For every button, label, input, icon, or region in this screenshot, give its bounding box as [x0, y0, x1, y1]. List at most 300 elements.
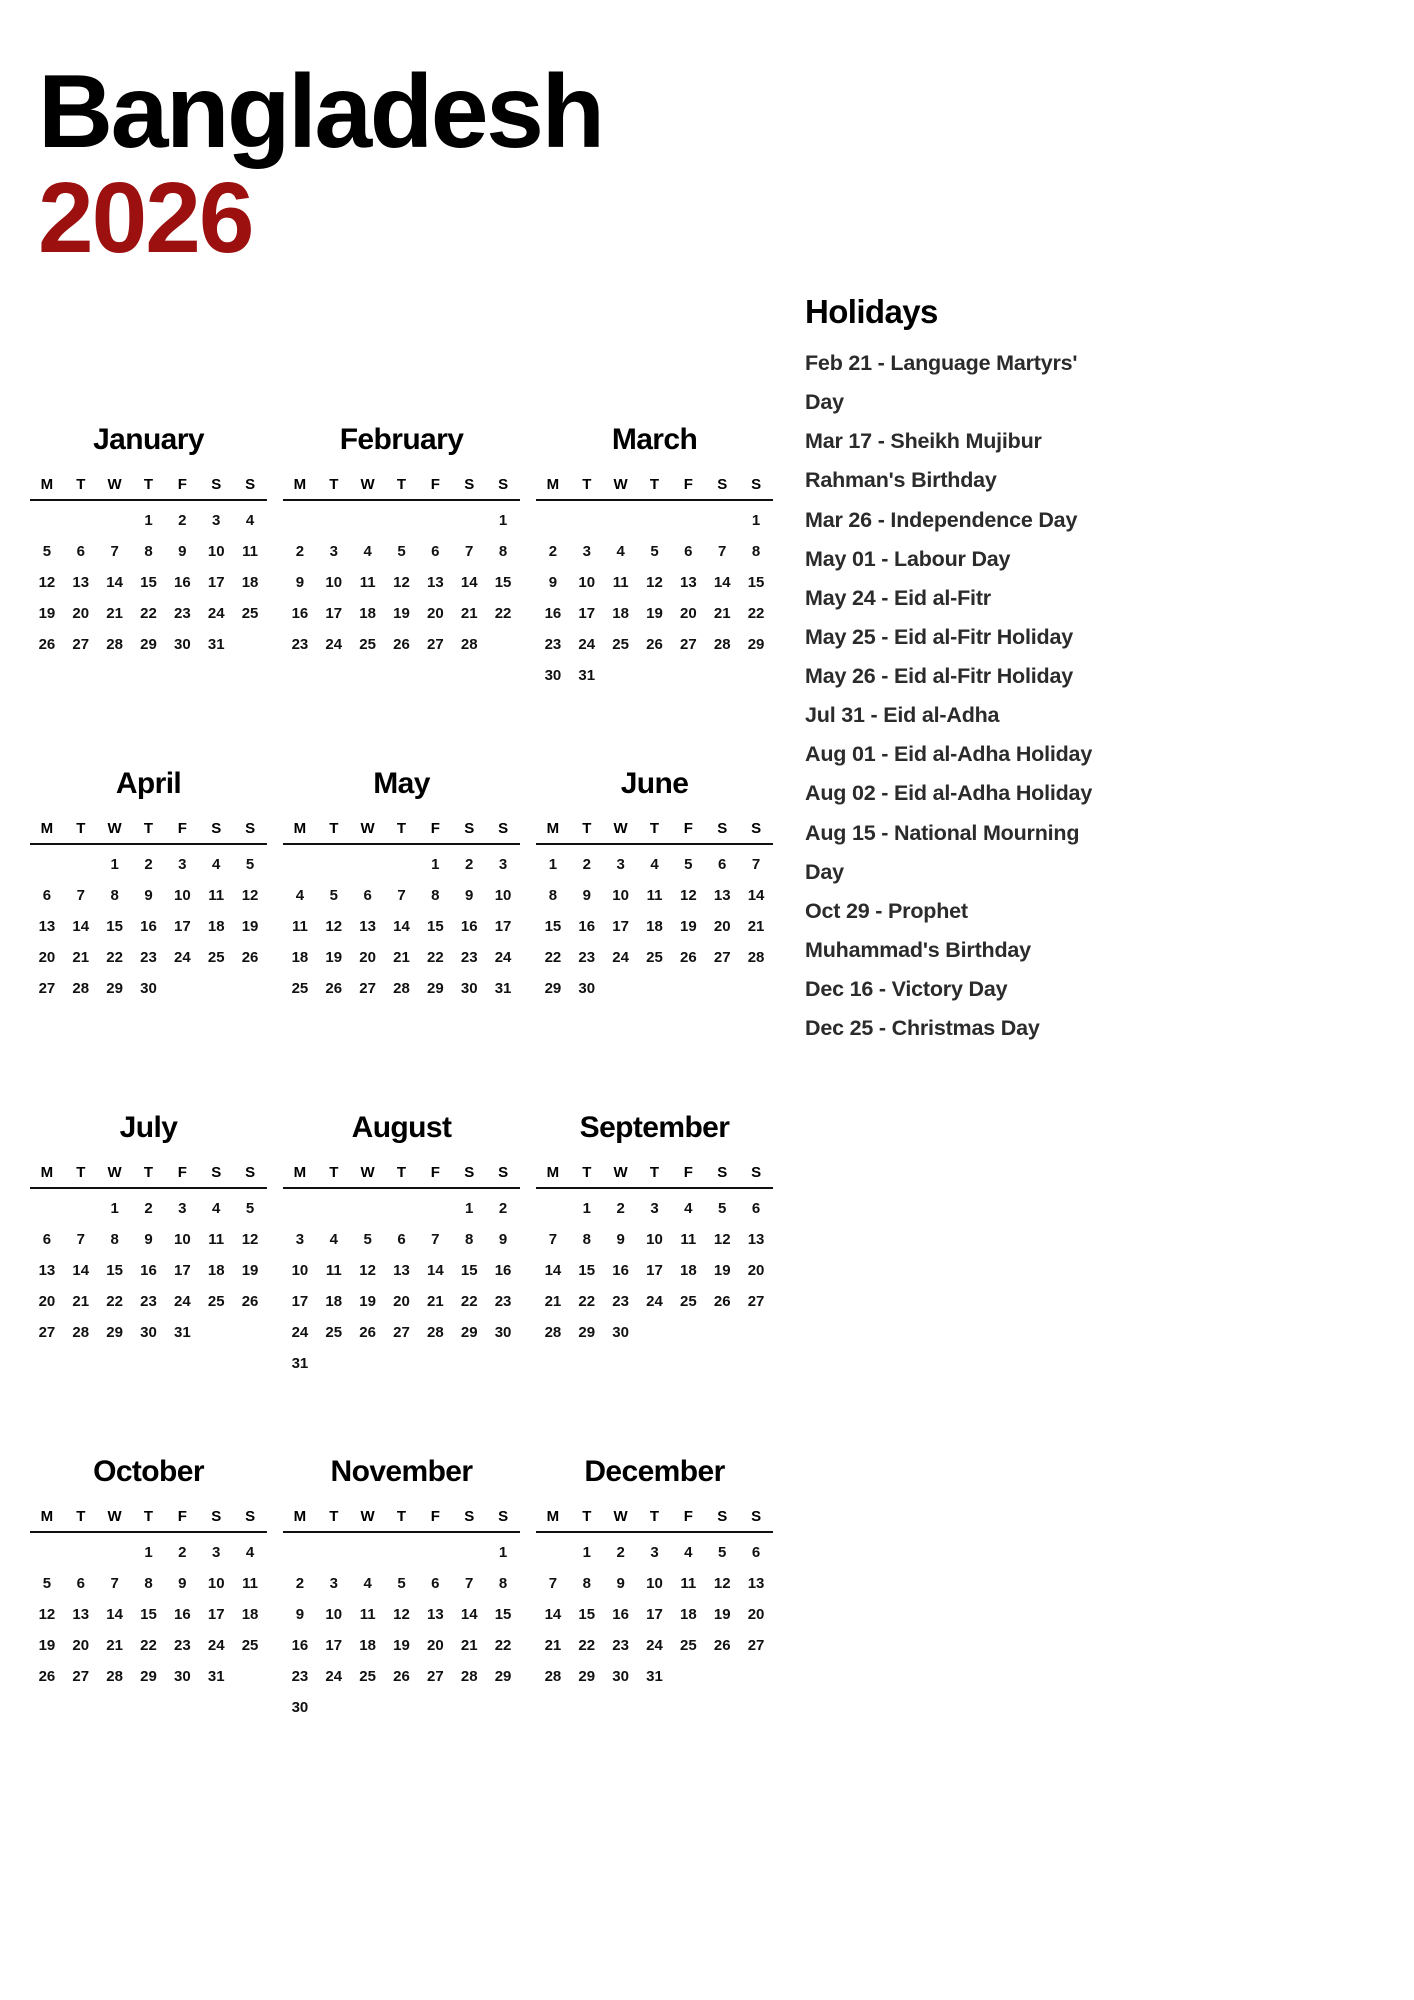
- day-cell[interactable]: 14: [460, 1606, 478, 1623]
- day-cell[interactable]: 18: [241, 574, 259, 591]
- day-cell[interactable]: 9: [178, 543, 187, 560]
- day-cell[interactable]: 19: [38, 605, 56, 622]
- day-cell[interactable]: 27: [359, 980, 376, 997]
- day-cell[interactable]: 9: [144, 1231, 153, 1248]
- day-cell[interactable]: 25: [325, 1324, 343, 1341]
- day-cell[interactable]: 20: [393, 1293, 410, 1310]
- day-cell[interactable]: 27: [38, 1324, 56, 1341]
- day-cell[interactable]: 10: [174, 1231, 191, 1248]
- day-cell[interactable]: 20: [38, 1293, 56, 1310]
- day-cell[interactable]: 30: [544, 667, 562, 684]
- day-cell[interactable]: 31: [646, 1668, 663, 1685]
- day-cell[interactable]: 31: [291, 1355, 309, 1372]
- day-cell[interactable]: 25: [241, 605, 259, 622]
- day-cell[interactable]: 24: [578, 636, 596, 653]
- day-cell[interactable]: 24: [207, 605, 225, 622]
- day-cell[interactable]: 5: [329, 887, 338, 904]
- day-cell[interactable]: 21: [747, 918, 765, 935]
- day-cell[interactable]: 8: [144, 543, 153, 560]
- day-cell[interactable]: 18: [359, 605, 376, 622]
- day-cell[interactable]: 10: [207, 1575, 225, 1592]
- day-cell[interactable]: 19: [241, 918, 259, 935]
- day-cell[interactable]: 1: [498, 512, 508, 529]
- day-cell[interactable]: 11: [208, 1231, 225, 1248]
- day-cell[interactable]: 17: [612, 918, 629, 935]
- day-cell[interactable]: 5: [684, 856, 693, 873]
- day-cell[interactable]: 25: [680, 1637, 697, 1654]
- day-cell[interactable]: 20: [713, 918, 731, 935]
- day-cell[interactable]: 7: [548, 1575, 558, 1592]
- day-cell[interactable]: 22: [494, 605, 512, 622]
- day-cell[interactable]: 13: [359, 918, 376, 935]
- day-cell[interactable]: 23: [544, 636, 562, 653]
- day-cell[interactable]: 22: [140, 1637, 157, 1654]
- day-cell[interactable]: 16: [174, 1606, 191, 1623]
- day-cell[interactable]: 12: [38, 1606, 56, 1623]
- day-cell[interactable]: 23: [494, 1293, 512, 1310]
- day-cell[interactable]: 20: [747, 1262, 765, 1279]
- day-cell[interactable]: 26: [646, 636, 663, 653]
- day-cell[interactable]: 20: [38, 949, 56, 966]
- day-cell[interactable]: 22: [578, 1637, 596, 1654]
- day-cell[interactable]: 19: [713, 1606, 731, 1623]
- day-cell[interactable]: 28: [544, 1668, 562, 1685]
- day-cell[interactable]: 23: [460, 949, 478, 966]
- day-cell[interactable]: 13: [427, 1606, 444, 1623]
- day-cell[interactable]: 6: [718, 856, 727, 873]
- day-cell[interactable]: 18: [291, 949, 309, 966]
- day-cell[interactable]: 12: [38, 574, 56, 591]
- day-cell[interactable]: 17: [325, 1637, 343, 1654]
- day-cell[interactable]: 10: [646, 1231, 663, 1248]
- day-cell[interactable]: 3: [329, 543, 338, 560]
- day-cell[interactable]: 17: [207, 1606, 225, 1623]
- day-cell[interactable]: 29: [427, 980, 444, 997]
- day-cell[interactable]: 9: [616, 1575, 625, 1592]
- day-cell[interactable]: 27: [72, 636, 90, 653]
- day-cell[interactable]: 3: [616, 856, 625, 873]
- day-cell[interactable]: 13: [713, 887, 731, 904]
- day-cell[interactable]: 14: [106, 1606, 123, 1623]
- day-cell[interactable]: 10: [174, 887, 191, 904]
- day-cell[interactable]: 15: [106, 1262, 123, 1279]
- day-cell[interactable]: 21: [460, 605, 478, 622]
- day-cell[interactable]: 29: [460, 1324, 478, 1341]
- day-cell[interactable]: 6: [363, 887, 372, 904]
- day-cell[interactable]: 8: [465, 1231, 474, 1248]
- day-cell[interactable]: 4: [245, 1544, 255, 1561]
- day-cell[interactable]: 11: [680, 1575, 697, 1592]
- day-cell[interactable]: 11: [680, 1231, 697, 1248]
- day-cell[interactable]: 5: [42, 543, 52, 560]
- day-cell[interactable]: 13: [427, 574, 444, 591]
- day-cell[interactable]: 29: [494, 1668, 512, 1685]
- day-cell[interactable]: 17: [578, 605, 596, 622]
- day-cell[interactable]: 27: [427, 1668, 444, 1685]
- day-cell[interactable]: 10: [612, 887, 629, 904]
- day-cell[interactable]: 24: [646, 1293, 663, 1310]
- day-cell[interactable]: 6: [751, 1200, 761, 1217]
- day-cell[interactable]: 1: [498, 1544, 508, 1561]
- day-cell[interactable]: 26: [393, 1668, 410, 1685]
- day-cell[interactable]: 28: [747, 949, 765, 966]
- day-cell[interactable]: 18: [680, 1262, 697, 1279]
- day-cell[interactable]: 13: [38, 1262, 56, 1279]
- day-cell[interactable]: 27: [72, 1668, 90, 1685]
- day-cell[interactable]: 8: [751, 543, 761, 560]
- day-cell[interactable]: 2: [582, 856, 591, 873]
- day-cell[interactable]: 23: [291, 1668, 309, 1685]
- day-cell[interactable]: 25: [207, 1293, 225, 1310]
- day-cell[interactable]: 30: [460, 980, 478, 997]
- day-cell[interactable]: 21: [393, 949, 410, 966]
- day-cell[interactable]: 31: [207, 636, 225, 653]
- day-cell[interactable]: 19: [393, 605, 410, 622]
- day-cell[interactable]: 25: [241, 1637, 259, 1654]
- day-cell[interactable]: 16: [494, 1262, 512, 1279]
- day-cell[interactable]: 21: [72, 949, 90, 966]
- day-cell[interactable]: 7: [465, 1575, 474, 1592]
- day-cell[interactable]: 6: [431, 1575, 440, 1592]
- day-cell[interactable]: 26: [713, 1293, 731, 1310]
- day-cell[interactable]: 23: [174, 1637, 191, 1654]
- day-cell[interactable]: 22: [106, 1293, 123, 1310]
- day-cell[interactable]: 8: [582, 1575, 591, 1592]
- day-cell[interactable]: 2: [295, 543, 305, 560]
- day-cell[interactable]: 21: [713, 605, 731, 622]
- day-cell[interactable]: 11: [612, 574, 629, 591]
- day-cell[interactable]: 22: [106, 949, 123, 966]
- day-cell[interactable]: 2: [548, 543, 558, 560]
- day-cell[interactable]: 9: [548, 574, 558, 591]
- day-cell[interactable]: 2: [616, 1544, 625, 1561]
- day-cell[interactable]: 27: [680, 636, 697, 653]
- day-cell[interactable]: 20: [747, 1606, 765, 1623]
- day-cell[interactable]: 30: [174, 1668, 191, 1685]
- day-cell[interactable]: 12: [393, 1606, 410, 1623]
- day-cell[interactable]: 4: [363, 1575, 372, 1592]
- day-cell[interactable]: 23: [174, 605, 191, 622]
- day-cell[interactable]: 12: [241, 887, 259, 904]
- day-cell[interactable]: 7: [718, 543, 727, 560]
- day-cell[interactable]: 25: [680, 1293, 697, 1310]
- day-cell[interactable]: 29: [747, 636, 765, 653]
- day-cell[interactable]: 26: [713, 1637, 731, 1654]
- day-cell[interactable]: 15: [747, 574, 765, 591]
- day-cell[interactable]: 9: [465, 887, 474, 904]
- day-cell[interactable]: 22: [578, 1293, 596, 1310]
- day-cell[interactable]: 4: [212, 856, 221, 873]
- day-cell[interactable]: 27: [747, 1293, 765, 1310]
- day-cell[interactable]: 3: [498, 856, 508, 873]
- day-cell[interactable]: 3: [650, 1200, 659, 1217]
- day-cell[interactable]: 28: [460, 636, 478, 653]
- day-cell[interactable]: 7: [397, 887, 406, 904]
- day-cell[interactable]: 2: [465, 856, 474, 873]
- day-cell[interactable]: 30: [612, 1324, 629, 1341]
- day-cell[interactable]: 16: [291, 605, 309, 622]
- day-cell[interactable]: 25: [646, 949, 663, 966]
- day-cell[interactable]: 22: [544, 949, 562, 966]
- day-cell[interactable]: 30: [578, 980, 596, 997]
- day-cell[interactable]: 31: [207, 1668, 225, 1685]
- day-cell[interactable]: 18: [241, 1606, 259, 1623]
- day-cell[interactable]: 8: [548, 887, 558, 904]
- day-cell[interactable]: 10: [325, 1606, 343, 1623]
- day-cell[interactable]: 10: [325, 574, 343, 591]
- day-cell[interactable]: 21: [427, 1293, 444, 1310]
- day-cell[interactable]: 24: [646, 1637, 663, 1654]
- day-cell[interactable]: 12: [680, 887, 697, 904]
- day-cell[interactable]: 12: [713, 1575, 731, 1592]
- day-cell[interactable]: 17: [646, 1606, 663, 1623]
- day-cell[interactable]: 3: [178, 856, 187, 873]
- day-cell[interactable]: 9: [582, 887, 591, 904]
- day-cell[interactable]: 14: [427, 1262, 444, 1279]
- day-cell[interactable]: 7: [431, 1231, 440, 1248]
- day-cell[interactable]: 28: [460, 1668, 478, 1685]
- day-cell[interactable]: 29: [106, 980, 123, 997]
- day-cell[interactable]: 14: [72, 918, 90, 935]
- day-cell[interactable]: 27: [747, 1637, 765, 1654]
- day-cell[interactable]: 25: [291, 980, 309, 997]
- day-cell[interactable]: 8: [582, 1231, 591, 1248]
- day-cell[interactable]: 27: [713, 949, 731, 966]
- day-cell[interactable]: 2: [178, 512, 187, 529]
- day-cell[interactable]: 1: [431, 856, 440, 873]
- day-cell[interactable]: 15: [140, 1606, 157, 1623]
- day-cell[interactable]: 26: [359, 1324, 376, 1341]
- day-cell[interactable]: 13: [72, 1606, 90, 1623]
- day-cell[interactable]: 26: [38, 1668, 56, 1685]
- day-cell[interactable]: 24: [325, 1668, 343, 1685]
- day-cell[interactable]: 7: [76, 887, 85, 904]
- day-cell[interactable]: 12: [325, 918, 343, 935]
- day-cell[interactable]: 30: [291, 1699, 309, 1716]
- day-cell[interactable]: 4: [650, 856, 659, 873]
- day-cell[interactable]: 24: [174, 1293, 191, 1310]
- day-cell[interactable]: 17: [174, 918, 191, 935]
- day-cell[interactable]: 3: [650, 1544, 659, 1561]
- day-cell[interactable]: 9: [144, 887, 153, 904]
- day-cell[interactable]: 21: [460, 1637, 478, 1654]
- day-cell[interactable]: 17: [291, 1293, 309, 1310]
- day-cell[interactable]: 25: [612, 636, 629, 653]
- day-cell[interactable]: 12: [241, 1231, 259, 1248]
- day-cell[interactable]: 28: [393, 980, 410, 997]
- day-cell[interactable]: 21: [72, 1293, 90, 1310]
- day-cell[interactable]: 10: [646, 1575, 663, 1592]
- day-cell[interactable]: 10: [207, 543, 225, 560]
- day-cell[interactable]: 7: [76, 1231, 85, 1248]
- day-cell[interactable]: 7: [110, 543, 119, 560]
- day-cell[interactable]: 9: [295, 1606, 305, 1623]
- day-cell[interactable]: 12: [713, 1231, 731, 1248]
- day-cell[interactable]: 20: [427, 1637, 444, 1654]
- day-cell[interactable]: 14: [106, 574, 123, 591]
- day-cell[interactable]: 20: [72, 605, 90, 622]
- day-cell[interactable]: 29: [140, 1668, 157, 1685]
- day-cell[interactable]: 22: [460, 1293, 478, 1310]
- day-cell[interactable]: 7: [465, 543, 474, 560]
- day-cell[interactable]: 19: [241, 1262, 259, 1279]
- day-cell[interactable]: 1: [582, 1544, 591, 1561]
- day-cell[interactable]: 3: [212, 1544, 221, 1561]
- day-cell[interactable]: 31: [578, 667, 596, 684]
- day-cell[interactable]: 14: [72, 1262, 90, 1279]
- day-cell[interactable]: 6: [431, 543, 440, 560]
- day-cell[interactable]: 5: [718, 1544, 727, 1561]
- day-cell[interactable]: 5: [245, 856, 255, 873]
- day-cell[interactable]: 18: [646, 918, 663, 935]
- day-cell[interactable]: 23: [140, 949, 157, 966]
- day-cell[interactable]: 1: [548, 856, 558, 873]
- day-cell[interactable]: 4: [245, 512, 255, 529]
- day-cell[interactable]: 7: [751, 856, 761, 873]
- day-cell[interactable]: 14: [460, 574, 478, 591]
- day-cell[interactable]: 19: [646, 605, 663, 622]
- day-cell[interactable]: 6: [751, 1544, 761, 1561]
- day-cell[interactable]: 4: [684, 1544, 693, 1561]
- day-cell[interactable]: 6: [76, 543, 85, 560]
- day-cell[interactable]: 3: [295, 1231, 305, 1248]
- day-cell[interactable]: 20: [427, 605, 444, 622]
- day-cell[interactable]: 19: [359, 1293, 376, 1310]
- day-cell[interactable]: 11: [359, 1606, 376, 1623]
- day-cell[interactable]: 18: [359, 1637, 376, 1654]
- day-cell[interactable]: 1: [751, 512, 761, 529]
- day-cell[interactable]: 30: [140, 1324, 157, 1341]
- day-cell[interactable]: 11: [291, 918, 308, 935]
- day-cell[interactable]: 28: [106, 636, 123, 653]
- day-cell[interactable]: 15: [578, 1262, 596, 1279]
- day-cell[interactable]: 20: [72, 1637, 90, 1654]
- day-cell[interactable]: 27: [427, 636, 444, 653]
- day-cell[interactable]: 19: [393, 1637, 410, 1654]
- day-cell[interactable]: 18: [207, 1262, 225, 1279]
- day-cell[interactable]: 16: [612, 1606, 629, 1623]
- day-cell[interactable]: 29: [544, 980, 562, 997]
- day-cell[interactable]: 25: [359, 636, 376, 653]
- day-cell[interactable]: 16: [612, 1262, 629, 1279]
- day-cell[interactable]: 28: [72, 1324, 90, 1341]
- day-cell[interactable]: 24: [325, 636, 343, 653]
- day-cell[interactable]: 28: [427, 1324, 444, 1341]
- day-cell[interactable]: 9: [498, 1231, 508, 1248]
- day-cell[interactable]: 6: [684, 543, 693, 560]
- day-cell[interactable]: 30: [612, 1668, 629, 1685]
- day-cell[interactable]: 15: [427, 918, 444, 935]
- day-cell[interactable]: 23: [612, 1637, 629, 1654]
- day-cell[interactable]: 14: [747, 887, 765, 904]
- day-cell[interactable]: 9: [616, 1231, 625, 1248]
- day-cell[interactable]: 13: [747, 1575, 765, 1592]
- day-cell[interactable]: 3: [329, 1575, 338, 1592]
- day-cell[interactable]: 16: [291, 1637, 309, 1654]
- day-cell[interactable]: 12: [646, 574, 663, 591]
- day-cell[interactable]: 18: [680, 1606, 697, 1623]
- day-cell[interactable]: 14: [544, 1606, 562, 1623]
- day-cell[interactable]: 8: [498, 1575, 508, 1592]
- day-cell[interactable]: 24: [174, 949, 191, 966]
- day-cell[interactable]: 24: [291, 1324, 309, 1341]
- day-cell[interactable]: 4: [616, 543, 625, 560]
- day-cell[interactable]: 29: [106, 1324, 123, 1341]
- day-cell[interactable]: 17: [325, 605, 343, 622]
- day-cell[interactable]: 4: [684, 1200, 693, 1217]
- day-cell[interactable]: 14: [713, 574, 731, 591]
- day-cell[interactable]: 5: [42, 1575, 52, 1592]
- day-cell[interactable]: 29: [578, 1324, 596, 1341]
- day-cell[interactable]: 11: [646, 887, 663, 904]
- day-cell[interactable]: 18: [207, 918, 225, 935]
- day-cell[interactable]: 23: [612, 1293, 629, 1310]
- day-cell[interactable]: 2: [144, 856, 153, 873]
- day-cell[interactable]: 28: [106, 1668, 123, 1685]
- day-cell[interactable]: 5: [397, 543, 406, 560]
- day-cell[interactable]: 18: [612, 605, 629, 622]
- day-cell[interactable]: 3: [582, 543, 591, 560]
- day-cell[interactable]: 4: [212, 1200, 221, 1217]
- day-cell[interactable]: 17: [207, 574, 225, 591]
- day-cell[interactable]: 2: [498, 1200, 508, 1217]
- day-cell[interactable]: 16: [140, 1262, 157, 1279]
- day-cell[interactable]: 29: [140, 636, 157, 653]
- day-cell[interactable]: 26: [241, 1293, 259, 1310]
- day-cell[interactable]: 16: [140, 918, 157, 935]
- day-cell[interactable]: 13: [393, 1262, 410, 1279]
- day-cell[interactable]: 21: [544, 1637, 562, 1654]
- day-cell[interactable]: 22: [494, 1637, 512, 1654]
- day-cell[interactable]: 2: [616, 1200, 625, 1217]
- day-cell[interactable]: 1: [144, 1544, 153, 1561]
- day-cell[interactable]: 15: [140, 574, 157, 591]
- day-cell[interactable]: 11: [208, 887, 225, 904]
- day-cell[interactable]: 28: [713, 636, 731, 653]
- day-cell[interactable]: 10: [494, 887, 512, 904]
- day-cell[interactable]: 11: [242, 1575, 258, 1592]
- day-cell[interactable]: 8: [144, 1575, 153, 1592]
- day-cell[interactable]: 15: [494, 1606, 512, 1623]
- day-cell[interactable]: 19: [38, 1637, 56, 1654]
- day-cell[interactable]: 25: [207, 949, 225, 966]
- day-cell[interactable]: 11: [325, 1262, 342, 1279]
- day-cell[interactable]: 4: [329, 1231, 338, 1248]
- day-cell[interactable]: 31: [174, 1324, 191, 1341]
- day-cell[interactable]: 7: [110, 1575, 119, 1592]
- day-cell[interactable]: 17: [494, 918, 512, 935]
- day-cell[interactable]: 15: [578, 1606, 596, 1623]
- day-cell[interactable]: 11: [359, 574, 376, 591]
- day-cell[interactable]: 1: [110, 1200, 119, 1217]
- day-cell[interactable]: 23: [291, 636, 309, 653]
- day-cell[interactable]: 2: [295, 1575, 305, 1592]
- day-cell[interactable]: 8: [110, 1231, 119, 1248]
- day-cell[interactable]: 22: [427, 949, 444, 966]
- day-cell[interactable]: 20: [680, 605, 697, 622]
- day-cell[interactable]: 10: [578, 574, 596, 591]
- day-cell[interactable]: 22: [747, 605, 765, 622]
- day-cell[interactable]: 26: [393, 636, 410, 653]
- day-cell[interactable]: 14: [544, 1262, 562, 1279]
- day-cell[interactable]: 15: [460, 1262, 478, 1279]
- day-cell[interactable]: 15: [106, 918, 123, 935]
- day-cell[interactable]: 22: [140, 605, 157, 622]
- day-cell[interactable]: 2: [178, 1544, 187, 1561]
- day-cell[interactable]: 30: [494, 1324, 512, 1341]
- day-cell[interactable]: 6: [397, 1231, 406, 1248]
- day-cell[interactable]: 19: [713, 1262, 731, 1279]
